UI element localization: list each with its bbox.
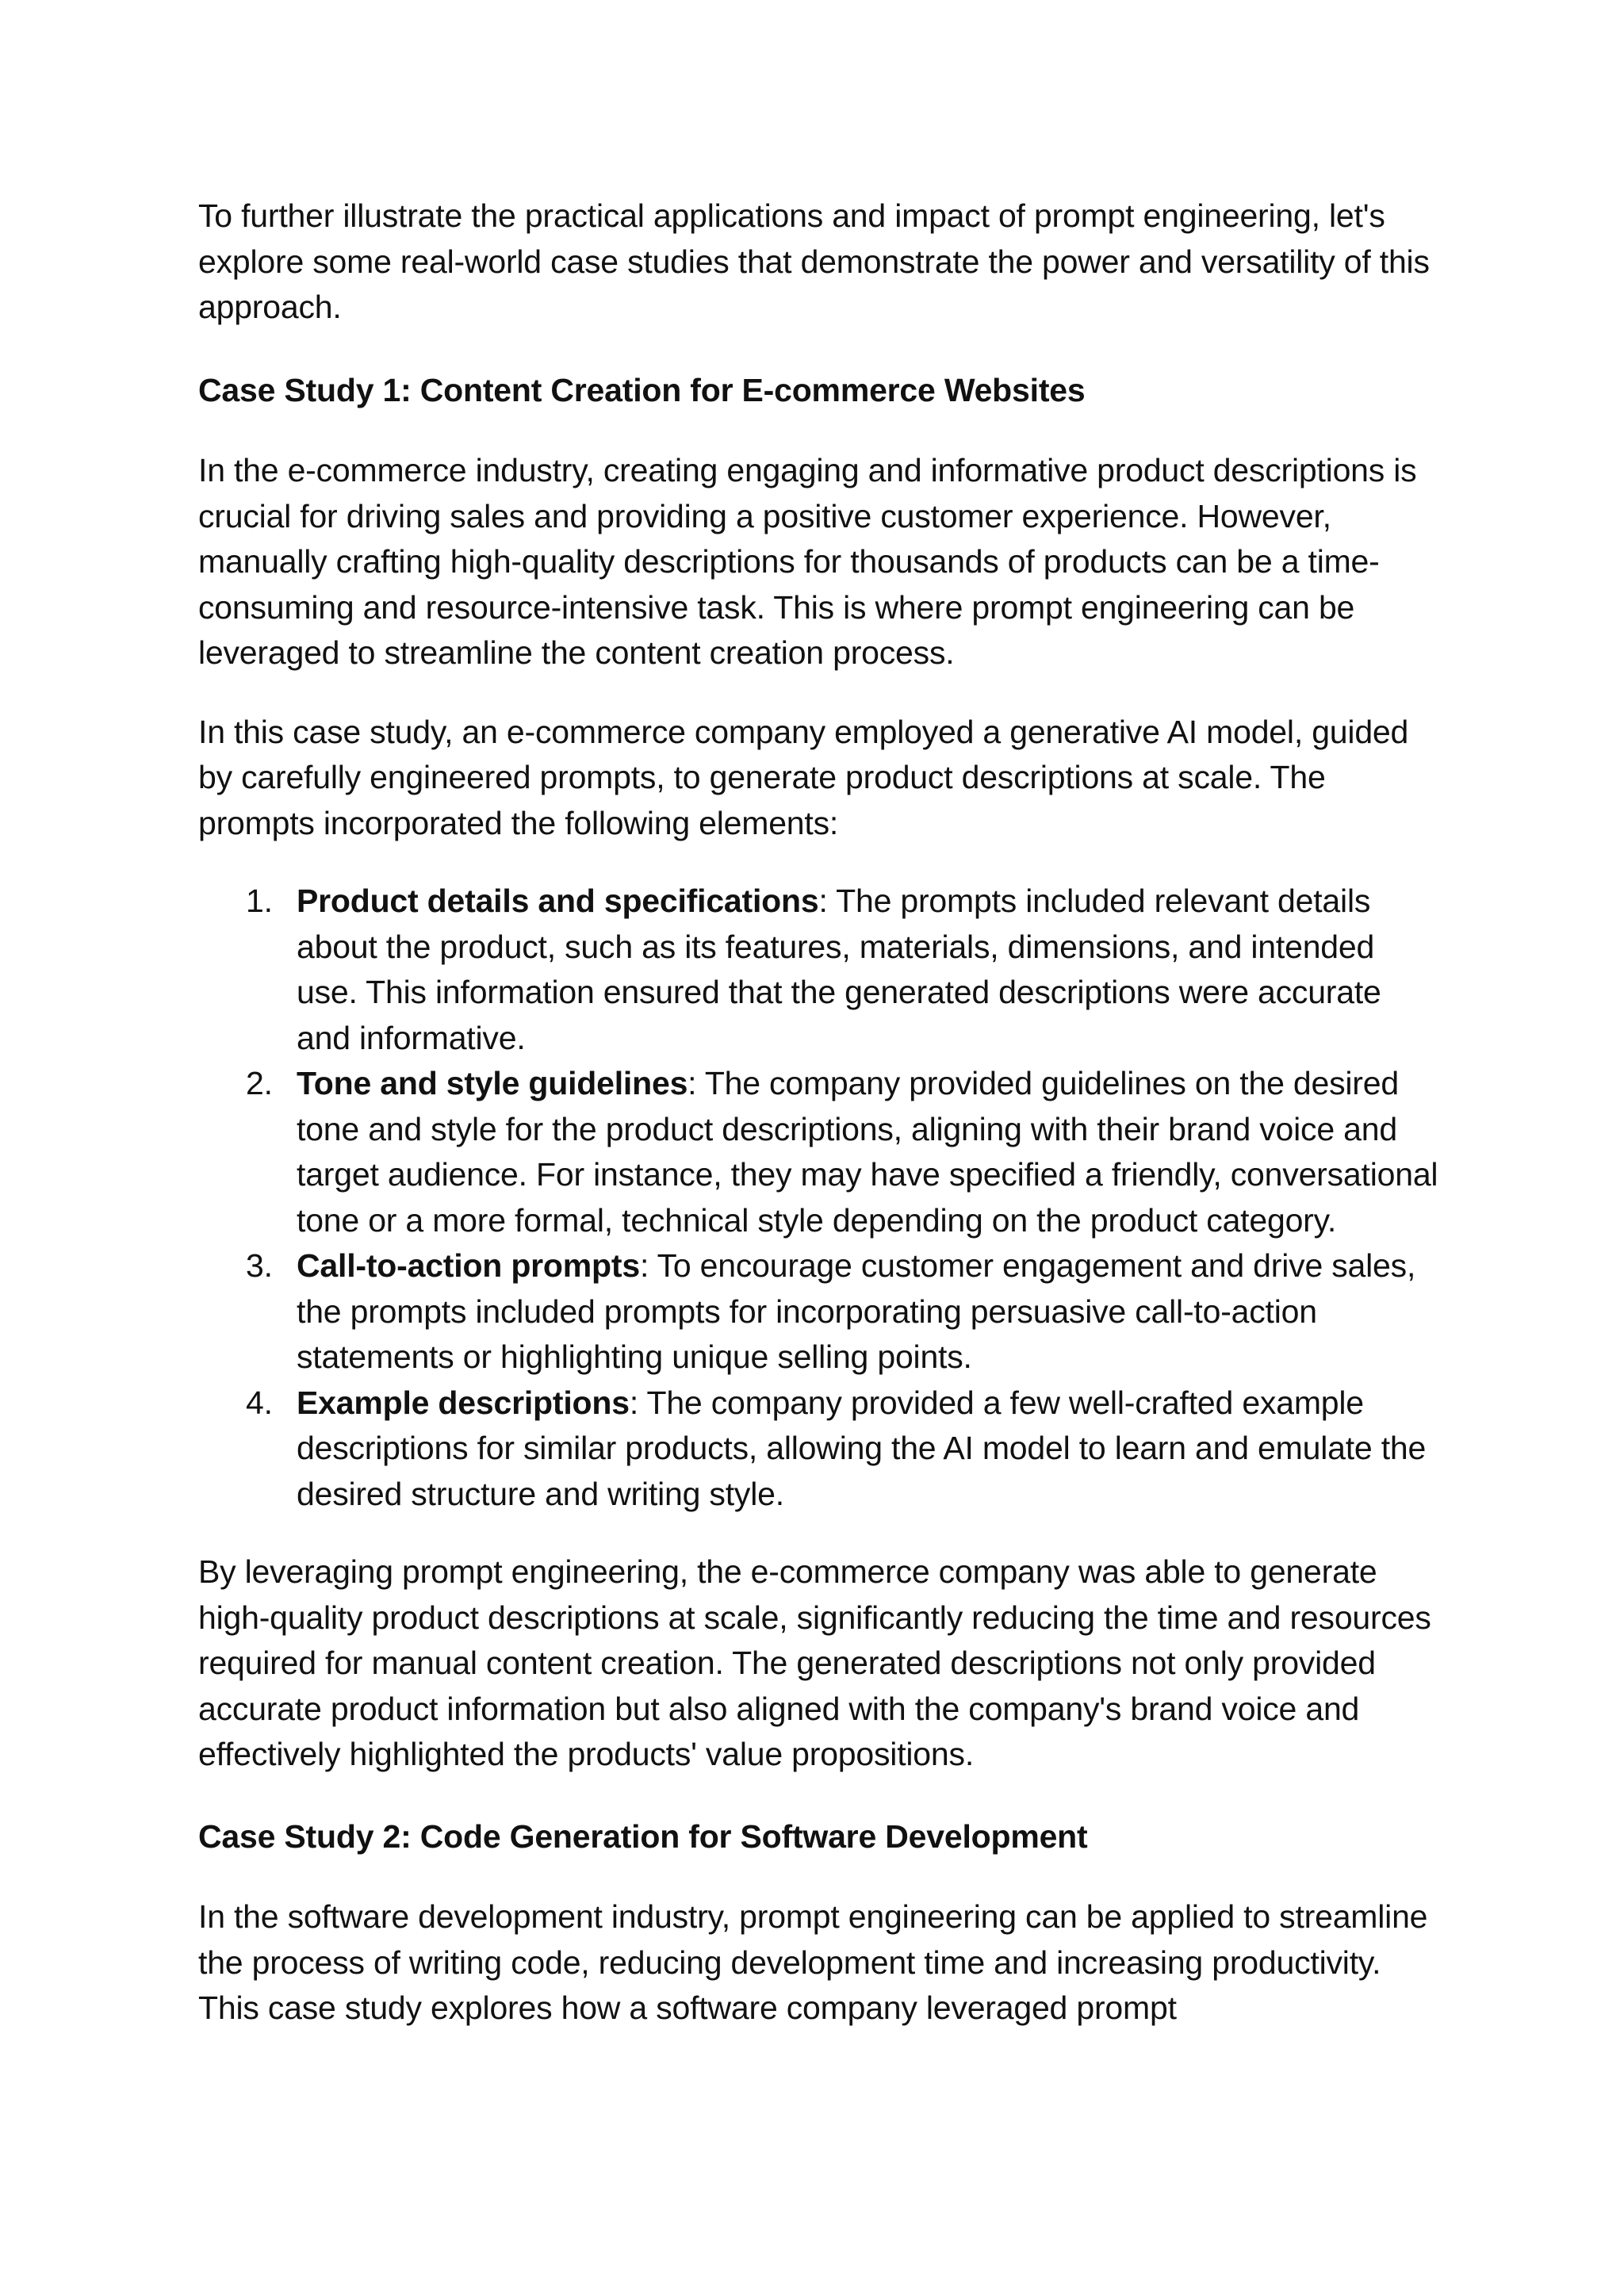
case-study-1-paragraph-1: In the e-commerce industry, creating engaging and informative product descriptions is crucial for driving sales and providing a positive customer experience. However, manually crafting high-quality descriptions for thousands of products can be a time-consuming and resource-intensive task. This is where prompt engineering can be leveraged to streamline the content creation process. (198, 452, 1417, 671)
intro-paragraph: To further illustrate the practical applications and impact of prompt engineering, let's explore some real-world case studies that demonstrate the power and versatility of this approach. (198, 197, 1430, 325)
list-item-text: : The company provided guidelines on the desired tone and style for the product descriptions, aligning with their brand voice and target audience. For instance, they may have specified a friendly, conversational tone or a more formal, technical style depending on the product category. (297, 1065, 1438, 1239)
list-item-text: : The company provided a few well-crafted example descriptions for similar products, allowing the AI model to learn and emulate the desired structure and writing style. (297, 1384, 1427, 1512)
case-study-2-paragraph-1: In the software development industry, prompt engineering can be applied to streamline the process of writing code, reducing development time and increasing productivity. This case study explores how a software company leveraged prompt (198, 1898, 1428, 2026)
list-item-number: 3. (246, 1247, 273, 1284)
list-item (246, 1061, 1443, 1243)
list-item-term: Product details and specifications (297, 883, 819, 919)
list-item-term: Example descriptions (297, 1384, 630, 1421)
prompt-elements-list (246, 879, 1443, 1517)
list-item (246, 879, 1443, 1061)
case-study-2-heading: Case Study 2: Code Generation for Software Development (198, 1817, 1088, 1855)
list-item-number: 1. (246, 883, 273, 919)
case-study-1-paragraph-3: By leveraging prompt engineering, the e-commerce company was able to generate high-quality product descriptions at scale, significantly reducing the time and resources required for manual content creation. The generated descriptions not only provided accurate product information but also aligned with the company's brand voice and effectively highlighted the products' value propositions. (198, 1553, 1431, 1772)
list-item-term: Tone and style guidelines (297, 1065, 688, 1101)
list-item-text: : To encourage customer engagement and drive sales, the prompts included prompts for incorporating persuasive call-to-action statements or highlighting unique selling points. (297, 1247, 1416, 1375)
case-study-1-heading: Case Study 1: Content Creation for E-commerce Websites (198, 371, 1086, 408)
document-page (198, 193, 1443, 2032)
case-study-1-paragraph-2: In this case study, an e-commerce company employed a generative AI model, guided by carefully engineered prompts, to generate product descriptions at scale. The prompts incorporated the following elements: (198, 713, 1409, 841)
list-item-number: 4. (246, 1384, 273, 1421)
list-item-number: 2. (246, 1065, 273, 1101)
list-item-term: Call-to-action prompts (297, 1247, 640, 1284)
list-item-text: : The prompts included relevant details about the product, such as its features, materials, dimensions, and intended use. This information ensured that the generated descriptions were accurate and informative. (297, 883, 1381, 1056)
list-item (246, 1381, 1443, 1518)
list-item (246, 1243, 1443, 1381)
